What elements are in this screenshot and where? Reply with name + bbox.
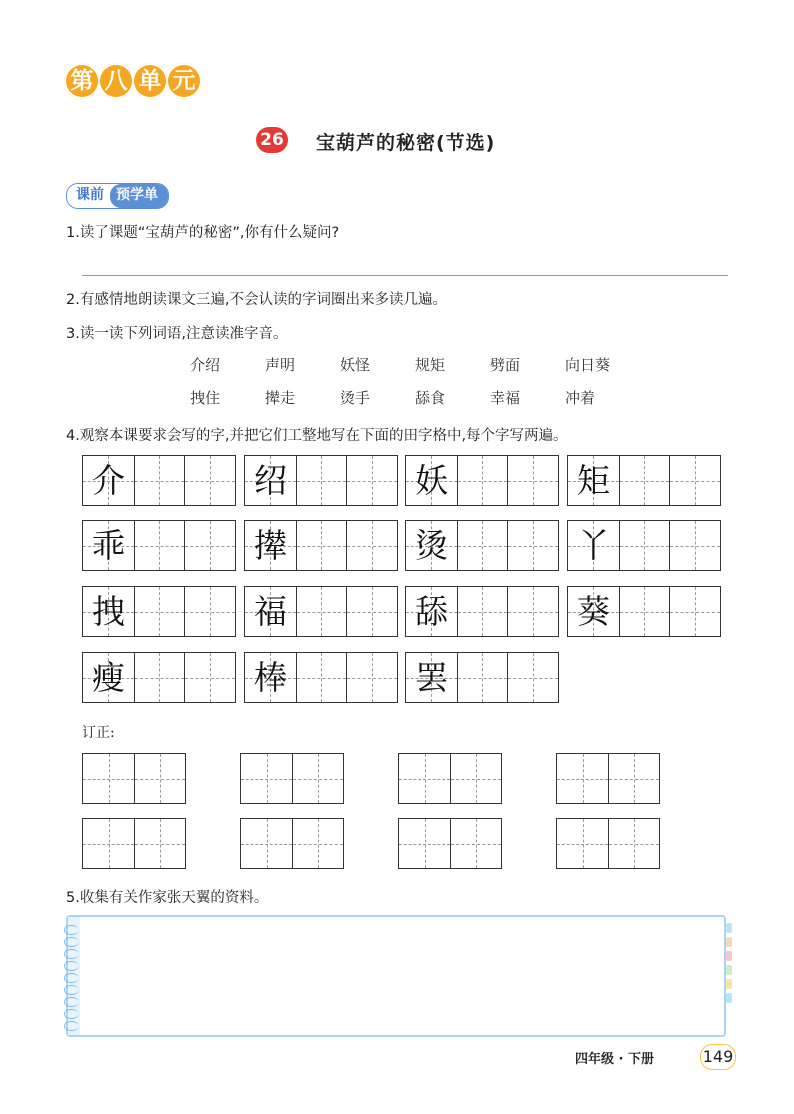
tian-zi-cell[interactable] [184, 653, 235, 702]
word: 烫手 [340, 389, 371, 407]
tian-zi-cell[interactable] [134, 819, 185, 868]
tian-zi-cell[interactable] [83, 587, 134, 636]
question-5: 5.收集有关作家张天翼的资料。 [66, 890, 269, 906]
model-character: 罢 [415, 658, 448, 697]
char-writing-grid[interactable] [244, 520, 398, 571]
tian-zi-cell[interactable] [669, 587, 720, 636]
word: 妖怪 [340, 356, 371, 374]
tian-zi-cell[interactable] [184, 587, 235, 636]
binder-ring-icon [64, 997, 79, 1007]
binder-ring-icon [64, 985, 79, 995]
tian-zi-cell[interactable] [557, 819, 608, 868]
tian-zi-cell[interactable] [83, 653, 134, 702]
char-writing-grid[interactable] [82, 652, 236, 703]
tian-zi-cell[interactable] [83, 754, 134, 803]
tian-zi-cell[interactable] [406, 587, 457, 636]
tian-zi-cell[interactable] [184, 521, 235, 570]
word: 规矩 [415, 356, 446, 374]
model-character: 丫 [577, 526, 610, 565]
tian-zi-cell[interactable] [457, 456, 508, 505]
word: 舔食 [415, 389, 446, 407]
char-writing-grid[interactable] [405, 520, 559, 571]
model-character: 棒 [254, 658, 287, 697]
tian-zi-cell[interactable] [83, 521, 134, 570]
word-row-1 [190, 354, 640, 375]
model-character: 舔 [415, 592, 448, 631]
tian-zi-cell[interactable] [406, 456, 457, 505]
char-writing-grid[interactable] [567, 520, 721, 571]
section-tag [66, 183, 169, 209]
notebook-tabs [726, 923, 732, 1007]
tian-zi-cell[interactable] [241, 754, 292, 803]
question-3: 3.读一读下列词语,注意读准字音。 [66, 326, 288, 342]
tian-zi-cell[interactable] [134, 653, 185, 702]
word: 声明 [265, 356, 296, 374]
binder-ring-icon [64, 949, 79, 959]
char-writing-grid[interactable] [567, 455, 721, 506]
model-character: 福 [254, 592, 287, 631]
model-character: 妖 [415, 461, 448, 500]
correction-grid[interactable] [556, 818, 660, 869]
tian-zi-cell[interactable] [450, 754, 501, 803]
model-character: 瘦 [92, 658, 125, 697]
model-character: 乖 [92, 526, 125, 565]
binder-ring-icon [64, 1009, 79, 1019]
tian-zi-cell[interactable] [346, 521, 397, 570]
char-writing-grid[interactable] [567, 586, 721, 637]
tian-zi-cell[interactable] [184, 456, 235, 505]
tian-zi-cell[interactable] [292, 754, 343, 803]
char-writing-grid[interactable] [405, 586, 559, 637]
unit-char: 单 [132, 63, 168, 99]
tian-zi-cell[interactable] [568, 587, 619, 636]
binder-ring-icon [64, 925, 79, 935]
model-character: 撵 [254, 526, 287, 565]
word: 冲着 [565, 389, 596, 407]
char-writing-grid[interactable] [244, 586, 398, 637]
tian-zi-cell[interactable] [450, 819, 501, 868]
page-number: 149 [700, 1044, 736, 1070]
char-writing-grid[interactable] [244, 652, 398, 703]
char-writing-grid[interactable] [244, 455, 398, 506]
tian-zi-cell[interactable] [608, 754, 659, 803]
model-character: 绍 [254, 461, 287, 500]
notes-box[interactable] [66, 915, 726, 1037]
model-character: 葵 [577, 592, 610, 631]
correction-grid[interactable] [398, 818, 502, 869]
tian-zi-cell[interactable] [346, 456, 397, 505]
answer-line[interactable] [82, 275, 728, 276]
tian-zi-cell[interactable] [134, 456, 185, 505]
tian-zi-cell[interactable] [457, 653, 508, 702]
tian-zi-cell[interactable] [83, 456, 134, 505]
tian-zi-cell[interactable] [399, 754, 450, 803]
tian-zi-cell[interactable] [557, 754, 608, 803]
correction-grid[interactable] [82, 753, 186, 804]
tian-zi-cell[interactable] [296, 653, 347, 702]
char-writing-grid[interactable] [82, 586, 236, 637]
tian-zi-cell[interactable] [457, 587, 508, 636]
tian-zi-cell[interactable] [406, 521, 457, 570]
binder-ring-icon [64, 1021, 79, 1031]
tian-zi-cell[interactable] [608, 819, 659, 868]
correction-grid[interactable] [82, 818, 186, 869]
tian-zi-cell[interactable] [134, 754, 185, 803]
tian-zi-cell[interactable] [619, 587, 670, 636]
model-character: 介 [92, 461, 125, 500]
binder-ring-icon [64, 937, 79, 947]
tian-zi-cell[interactable] [568, 521, 619, 570]
grade-label: 四年级 · 下册 [575, 1052, 654, 1067]
unit-title [64, 63, 200, 99]
tag-part2: 预学单 [110, 184, 168, 208]
tian-zi-cell[interactable] [245, 587, 296, 636]
word: 劈面 [490, 356, 521, 374]
tian-zi-cell[interactable] [507, 521, 558, 570]
tian-zi-cell[interactable] [134, 587, 185, 636]
model-character: 烫 [415, 526, 448, 565]
model-character: 矩 [577, 461, 610, 500]
question-2: 2.有感情地朗读课文三遍,不会认读的字词圈出来多读几遍。 [66, 292, 447, 308]
correction-grid[interactable] [556, 753, 660, 804]
word: 向日葵 [565, 356, 611, 374]
correction-grid[interactable] [240, 818, 344, 869]
correction-grid[interactable] [240, 753, 344, 804]
tian-zi-cell[interactable] [507, 456, 558, 505]
tian-zi-cell[interactable] [406, 653, 457, 702]
char-writing-grid[interactable] [82, 520, 236, 571]
correction-grid[interactable] [398, 753, 502, 804]
tian-zi-cell[interactable] [245, 521, 296, 570]
tag-part1: 课前 [67, 184, 110, 208]
char-writing-grid[interactable] [405, 455, 559, 506]
unit-char: 元 [166, 63, 202, 99]
word: 幸福 [490, 389, 521, 407]
tian-zi-cell[interactable] [346, 587, 397, 636]
tian-zi-cell[interactable] [245, 653, 296, 702]
question-4: 4.观察本课要求会写的字,并把它们工整地写在下面的田字格中,每个字写两遍。 [66, 428, 568, 444]
word: 撵走 [265, 389, 296, 407]
tian-zi-cell[interactable] [507, 653, 558, 702]
unit-char: 八 [98, 63, 134, 99]
tian-zi-cell[interactable] [669, 456, 720, 505]
unit-char: 第 [64, 63, 100, 99]
tian-zi-cell[interactable] [296, 521, 347, 570]
question-1: 1.读了课题“宝葫芦的秘密”,你有什么疑问? [66, 225, 340, 241]
binder-ring-icon [64, 973, 79, 983]
tian-zi-cell[interactable] [669, 521, 720, 570]
tian-zi-cell[interactable] [346, 653, 397, 702]
tian-zi-cell[interactable] [134, 521, 185, 570]
word: 介绍 [190, 356, 221, 374]
tian-zi-cell[interactable] [296, 456, 347, 505]
tian-zi-cell[interactable] [83, 819, 134, 868]
tian-zi-cell[interactable] [507, 587, 558, 636]
binder-ring-icon [64, 961, 79, 971]
tian-zi-cell[interactable] [619, 456, 670, 505]
word: 拽住 [190, 389, 221, 407]
tian-zi-cell[interactable] [296, 587, 347, 636]
tian-zi-cell[interactable] [399, 819, 450, 868]
lesson-title: 宝葫芦的秘密(节选) [316, 132, 496, 154]
tian-zi-cell[interactable] [568, 456, 619, 505]
model-character: 拽 [92, 592, 125, 631]
tian-zi-cell[interactable] [619, 521, 670, 570]
correction-label: 订正: [82, 725, 115, 741]
lesson-number: 26 [256, 127, 288, 153]
tian-zi-cell[interactable] [241, 819, 292, 868]
char-writing-grid[interactable] [82, 455, 236, 506]
word-row-2 [190, 387, 640, 408]
tian-zi-cell[interactable] [245, 456, 296, 505]
char-writing-grid[interactable] [405, 652, 559, 703]
tian-zi-cell[interactable] [457, 521, 508, 570]
tian-zi-cell[interactable] [292, 819, 343, 868]
